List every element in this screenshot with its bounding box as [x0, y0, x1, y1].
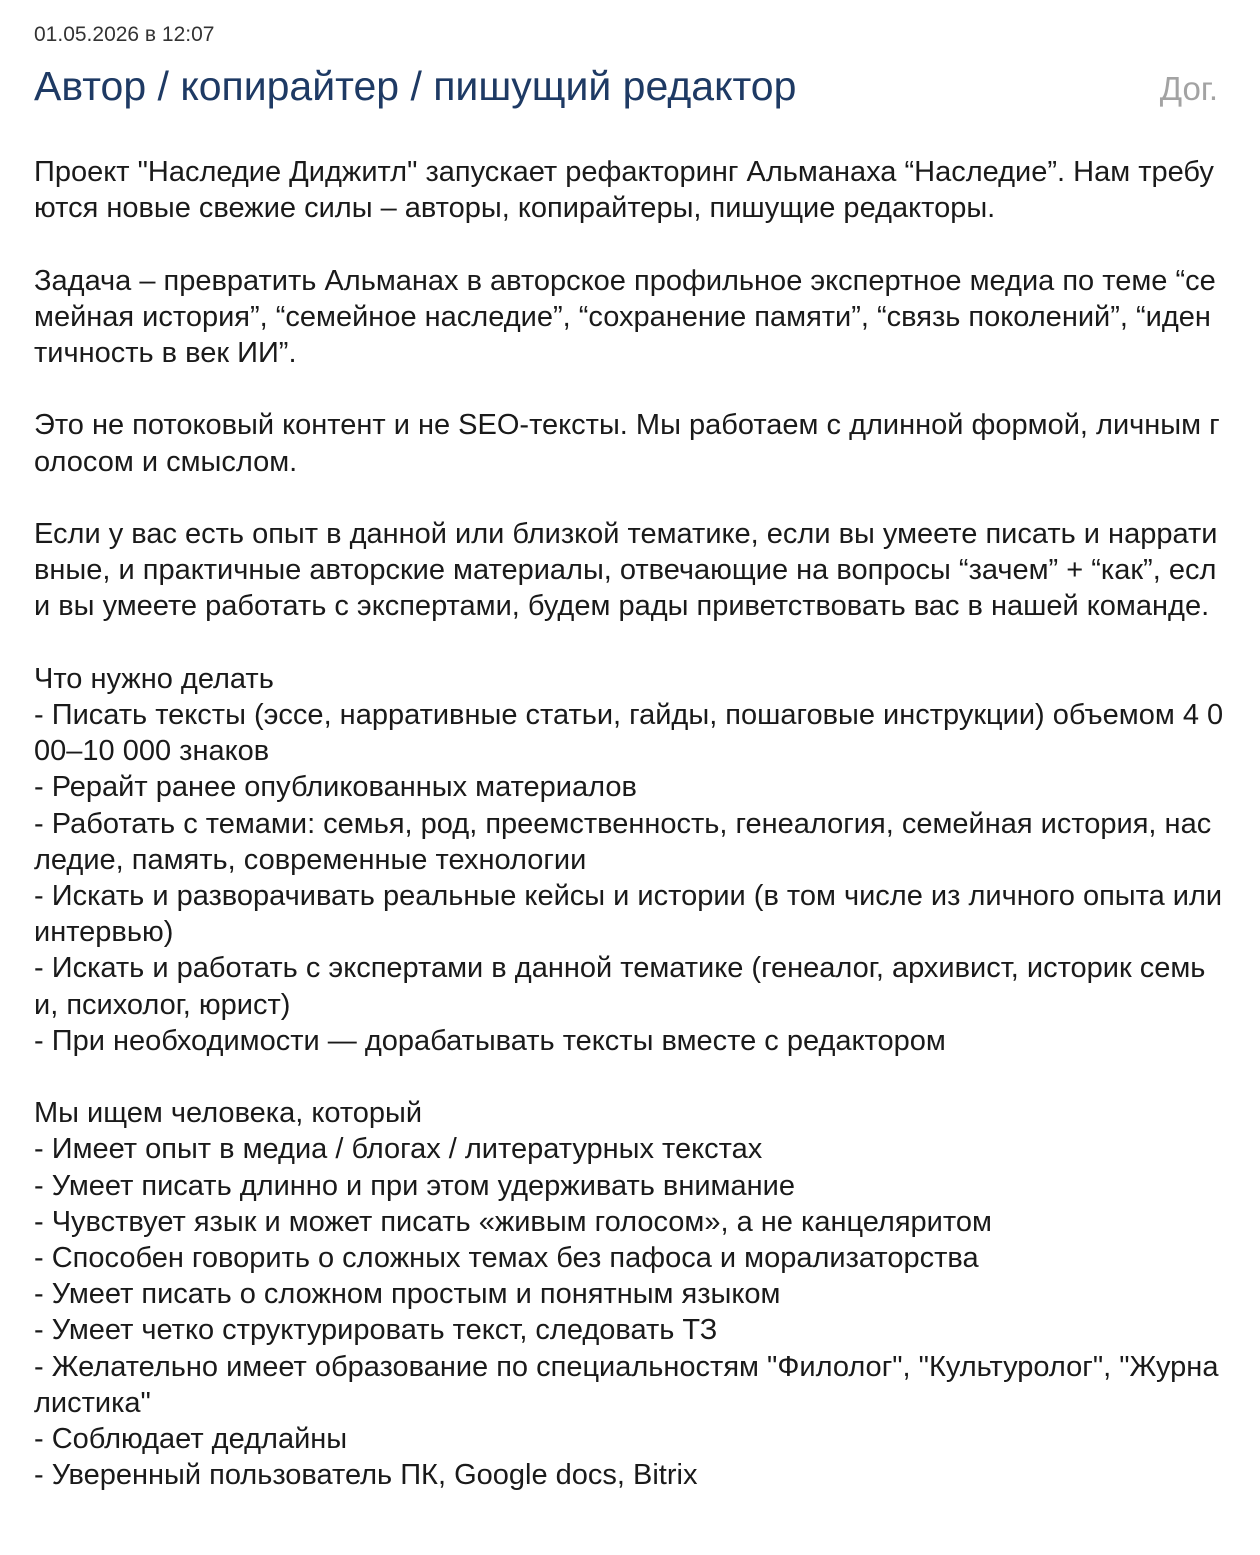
duties-list [34, 697, 1224, 1059]
requirement-item: - Соблюдает дедлайны [34, 1421, 1224, 1457]
duty-item: - При необходимости — дорабатывать тексты вместе с редактором [34, 1023, 1224, 1059]
requirement-item: - Имеет опыт в медиа / блогах / литературных текстах [34, 1131, 1224, 1167]
requirement-item: - Желательно имеет образование по специальностям "Филолог", "Культуролог", "Журналистика" [34, 1349, 1224, 1421]
duty-item: - Рерайт ранее опубликованных материалов [34, 769, 1224, 805]
vacancy-page [34, 0, 1224, 1555]
requirements-list [34, 1131, 1224, 1493]
requirement-item: - Способен говорить о сложных темах без пафоса и морализаторства [34, 1240, 1224, 1276]
requirement-item: - Умеет писать длинно и при этом удерживать внимание [34, 1168, 1224, 1204]
description-paragraph: Проект "Наследие Диджитл" запускает рефакторинг Альманаха “Наследие”. Нам требуются новые свежие силы – авторы, копирайтеры, пишущие редакторы. [34, 156, 1214, 225]
publish-date: 01.05.2026 в 12:07 [34, 23, 215, 46]
duty-item: - Писать тексты (эссе, нарративные статьи, гайды, пошаговые инструкции) объемом 4 000–10 000 знаков [34, 697, 1224, 769]
vacancy-header [34, 58, 1224, 118]
requirement-item: - Уверенный пользователь ПК, Google docs, Bitrix [34, 1457, 1224, 1493]
description-paragraph: Это не потоковый контент и не SEO-тексты. Мы работаем с длинной формой, личным голосом и смыслом. [34, 409, 1220, 478]
duty-item: - Искать и работать с экспертами в данной тематике (генеалог, архивист, историк семьи, психолог, юрист) [34, 950, 1224, 1022]
description-paragraph: Задача – превратить Альманах в авторское профильное экспертное медиа по теме “семейная история”, “семейное наследие”, “сохранение памяти”, “связь поколений”, “идентичность в век ИИ”. [34, 264, 1216, 369]
duty-item: - Работать с темами: семья, род, преемственность, генеалогия, семейная история, наследие, память, современные технологии [34, 806, 1224, 878]
vacancy-description [34, 154, 1224, 1530]
duty-item: - Искать и разворачивать реальные кейсы и истории (в том числе из личного опыта или интервью) [34, 878, 1224, 950]
requirement-item: - Чувствует язык и может писать «живым голосом», а не канцеляритом [34, 1204, 1224, 1240]
requirement-item: - Умеет четко структурировать текст, следовать ТЗ [34, 1312, 1224, 1348]
duties-title: Что нужно делать [34, 662, 274, 695]
requirements-title: Мы ищем человека, который [34, 1097, 423, 1130]
salary-label: Дог. [1159, 70, 1218, 107]
requirement-item: - Умеет писать о сложном простым и понятным языком [34, 1276, 1224, 1312]
vacancy-title: Автор / копирайтер / пишущий редактор [34, 63, 797, 109]
description-paragraph: Если у вас есть опыт в данной или близкой тематике, если вы умеете писать и нарративные, и практичные авторские материалы, отвечающие на вопросы “зачем” + “как”, если вы умеете работать с экспертами, будем рады приветствовать вас в нашей команде. [34, 517, 1218, 623]
